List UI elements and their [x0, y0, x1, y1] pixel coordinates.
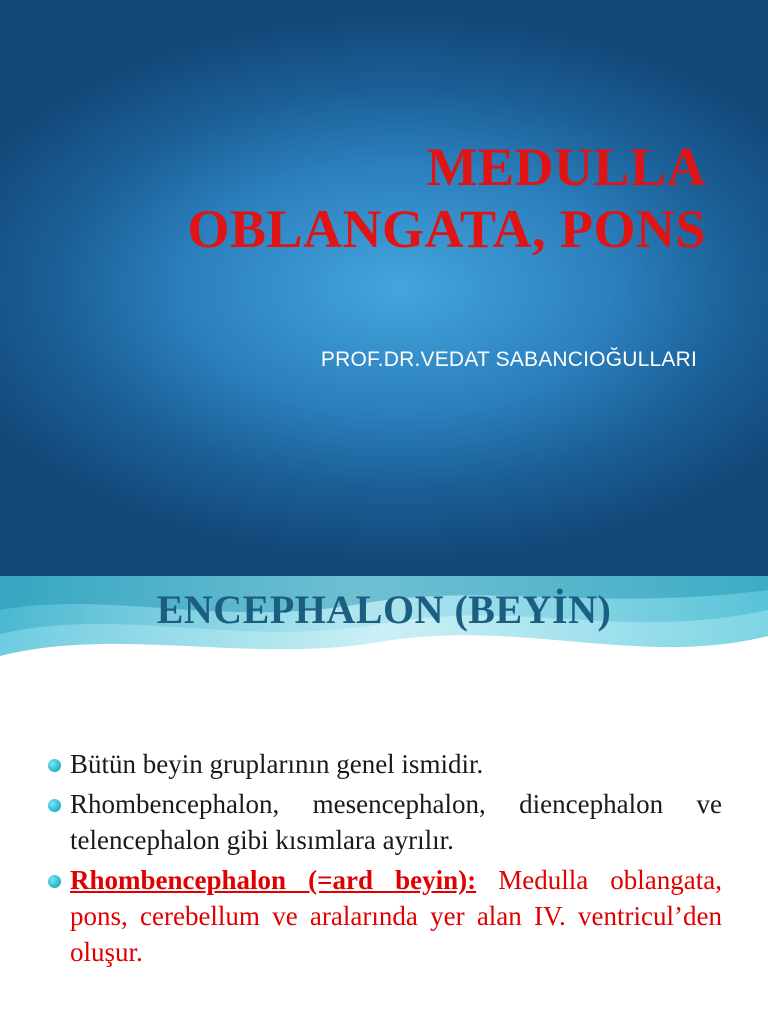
bullet-dot-icon: [48, 799, 61, 812]
slide-heading: ENCEPHALON (BEYİN): [156, 587, 612, 632]
list-item: [48, 746, 722, 782]
content-slide: [0, 576, 768, 1024]
list-item: [48, 862, 722, 970]
author-subtitle: PROF.DR.VEDAT SABANCIOĞULLARI: [320, 348, 697, 371]
title-slide-heading: [60, 136, 706, 260]
bullet-dot-icon: [48, 759, 61, 772]
title-line-2: OBLANGATA, PONS: [187, 199, 706, 259]
bullet-dot-icon: [48, 875, 61, 888]
title-line-1: MEDULLA: [426, 137, 706, 197]
list-item: [48, 786, 722, 858]
bullet-list: [48, 746, 722, 974]
bullet-text: Rhombencephalon, mesencephalon, diencephalon ve telencephalon gibi kısımlara ayrılır.: [70, 789, 722, 855]
bullet-term: Rhombencephalon (=ard beyin):: [70, 865, 477, 895]
bullet-text: Medulla oblangata, pons, cerebellum ve aralarında yer alan IV. ventricul’den oluşur.: [70, 865, 723, 967]
bullet-text: Bütün beyin gruplarının genel ismidir.: [70, 749, 484, 779]
